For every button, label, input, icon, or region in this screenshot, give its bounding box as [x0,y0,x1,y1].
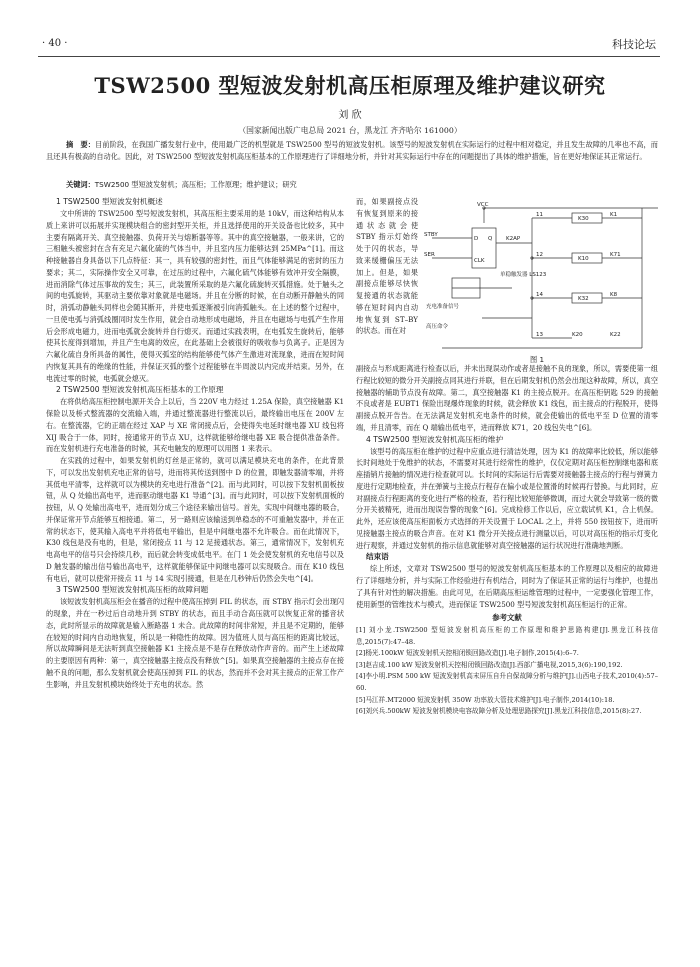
figure-caption: 图 1 [530,355,545,364]
conclusion-heading: 结束语 [366,552,389,562]
reference-item: [3]赵吉成.100 kW 短波发射机天控相闭锁回路改造[J].西部广播电视,2015,3(6):190,192. [356,660,623,669]
keywords [66,180,297,190]
circuit-figure [422,198,658,360]
fig-label-k10: K10 [578,256,589,262]
fig-label-k2ap: K2AP [506,236,521,242]
fig-label-13: 13 [536,332,543,338]
fig-label-11: 11 [536,212,543,218]
right-column [356,363,658,718]
fig-label-d: D [474,236,479,242]
fig-note-hv-command: 高压命令 [426,324,449,330]
paragraph: 而，如果副接点没有恢复到原来的接通状态就会使 STBY 指示灯始终处于闪的状态，导致来缓栅偏压无法加上。但是，如果副接点能够尽快恢复接通的状态就能够在短时间内自动地恢复到 ST–BY 的状态。而在对 [356,197,418,336]
fig-note-charge: 充电准备信号 [426,304,460,310]
paragraph: 在将供给高压柜控制电源开关合上以后，当 220V 电力经过 1.25A 保险，真空接触器 K1 保险以及桥式整流器的交流输入端，并通过整流器进行整流以后，最终输出电压在 200V 左右。在整流器，它的正端在经过 XAP 与 XE 常闭接点后，会使得失电延时继电器 XU 线包将 XIJ 吸合于一体，同时，接通常开的节点 XU，这样就能够给继电器 XE 吸合提供准备条件。而在发射机进行充电准备的时候，其充电触发的原理可以用图 1 来表示。 [46,397,344,454]
fig-label-q: Q [488,236,493,242]
section-2-heading: 2 TSW2500 型短波发射机高压柜基本的工作原理 [56,385,224,395]
reference-item: [6]刘兴兵.500kW 短波发射机模块电容故障分析及处理思路探究[J].黑龙江科技信息,2015(8):27. [356,707,642,716]
fig-label-14: 14 [536,292,543,298]
reference-item: [5]马江祥.MT2000 短波发射机 350W 功率放大管技术维护[J].电子制作,2014(10):18. [356,695,615,704]
fig-label-stby: STBY [424,232,438,238]
article-title: TSW2500 型短波发射机高压柜原理及维护建议研究 [94,73,606,98]
page-number: · 40 · [42,38,68,49]
fig-label-12: 12 [536,252,543,258]
abstract-text: 目前阶段，在我国广播发射行业中，使用最广泛的机型就是 TSW2500 型号的短波发射机。该型号的短波发射机在实际运行的过程中相对稳定，并且发生故障的几率也不高，而且还具有极高的自动化。因此，对 TSW2500 型短波发射机高压柜基本的工作原理进行了详细地分析，并针对其实际运行中存在的问题提出了具体的维护措施，旨在更好地保证其正常运行。 [46,140,658,162]
author: 刘 欣 [338,110,362,121]
paragraph: 副接点与形成距离进行检查以后，并未出现误动作或者是接触不良的现象，所以，需要使第一组行程比较短的微分开关副接点同其进行并联，但在后期发射机仍然会出现这种故障，所以，真空接触器的辅助节点没有故障。第二，真空接触器 K1 的主接点脱开。在高压柜钥匙 529 的接触不良或者是 EUBT1 保险出现爆炸现象的时候，就会释放 K1 线包，而主接点的行程脱开，使得副接点脱开告告。在无法满足发射机充电条件的时候，就会使输出的低电平至 D 位置的清零端，并且清零，而在 Q 端输出低电平，进而释放 K71，20 线包失电^[6]。 [356,364,658,432]
left-column [46,196,344,690]
abstract [46,139,658,164]
fig-label-clk: CLK [474,258,485,264]
references-heading: 参考文献 [492,613,522,623]
fig-label-vcc: VCC [477,202,489,208]
section-1-heading: 1 TSW2500 型短波发射机概述 [56,197,163,206]
fig-label-k20: K20 [572,332,583,338]
reference-item: [4]李小明.PSM 500 kW 短波发射机高末屏压自升自保故障分析与维护[J].山西电子技术,2010(4):57–60. [356,672,658,692]
fig-label-k1: K1 [610,212,618,218]
fig-label-k22: K22 [610,332,621,338]
keywords-text: TSW2500 型短波发射机；高压柜；工作原理；维护建议；研究 [94,180,297,189]
affiliation: （国家新闻出版广电总局 2021 台，黑龙江 齐齐哈尔 161000） [238,126,462,135]
paragraph: 在实践的过程中，如果发射机的灯丝是正常的，就可以满足模块充电的条件，在此背景下，可以发出发射机充电正常的信号，进而将其传送到图中 D 的位置，即触发器清零端，并将其低电平清零，这样就可以为模块的充电进行准备^[2]。而与此同时，可以按下发射机面板按钮，从 Q 处输出高电平，进而驱动继电器 K1 导通^[3]。而与此同时，可以按下发射机面板的按钮，从 Q 处输出高电平，进而划分成三个途径来输出信号。首先，实现中间继电器的吸合，并保证常开节点能够互相接通。第二，另一路则应该输送到单稳态的不可重触发器中，并在正常的状态下，使其输入高电平并将低电平输出，但是中间继电器不允许吸合。而在此情况下，K30 线包是没有电的，但是，常闭接点 11 与 12 足接通状态。第三，通常情况下，发射机充电高电平的信号只会持续几秒，而后就会转变成低电平。在门 1 处会使发射机的充电信号以及 D 触发器的输出信号输出高电平，这样就能够保证中间继电器可以实现吸合。而在 K10 线包有电后，就可以使常开接点 11 与 14 实现引接通，但是在几秒钟后仍然会失电^[4]。 [46,456,344,583]
right-column-top [356,196,418,337]
paragraph: 综上所述，文章对 TSW2500 型号的短波发射机高压柜基本的工作原理以及相应的故障进行了详细地分析，并与实际工作经验进行有机结合，同时为了保证其正常的运行与维护，也提出了具有针对性的解决措施。由此可见，在后期高压柜运维管理的过程中，一定要强化管理工作，使用新型的管维技术与模式，进而保证 TSW2500 型号短波发射机高压柜运行的正常。 [356,564,658,609]
section-3-heading: 3 TSW2500 型短波发射机高压柜的故障问题 [56,585,209,595]
reference-item: [1] 刘小龙.TSW2500 型短波发射机高压柜的工作原理和维护思路构建[J].黑龙江科技信息,2015(7):47–48. [356,626,658,646]
abstract-label: 摘 要： [66,140,96,149]
paragraph: 该型号的高压柜在维护的过程中应重点进行清洁处理，因为 K1 的故障率比较低，所以能够长时间地处于免维护的状态，不需要对其进行经常性的维护，仅仅定期对高压柜控制继电器和底座插销片接触的情况进行检查就可以。长时间的实际运行后需要对接触器主接点的行程与弹簧力度进行定期地检查，并在弹簧与主接点行程存在偏小或是位置滑的时候再行替换。与此同时，应对副接点行程距离的变化进行严格的检查，若行程比较短能够微调，而过大就会导致第一级的微分开关被精死，进而出现误告警的现象^[6]。完成检修工作以后，应立载试机 K1，合上机保。此外，还应该使高压柜面板方式选择的开关设置于 LOCAL 之上，并将 550 按钮按下，进而听见接触器主接点的吸合声音。在对 K1 微分开关接点进行测量以后，可以对高压柜的指示灯变化进行观察，并通过发射机的指示信息就能够对真空接触器的运行状况进行准确地判断。 [356,446,658,550]
keywords-label: 关键词： [66,180,95,189]
fig-label-k71: K71 [610,252,621,258]
fig-label-k32: K32 [578,296,589,302]
section-4-heading: 4 TSW2500 型短波发射机高压柜的维护 [366,434,504,444]
fig-label-ser: SER [424,252,435,258]
journal-name: 科技论坛 [612,38,656,51]
fig-label-k30: K30 [578,216,589,222]
fig-note-monostable: 单稳触发器 LS123 [500,272,547,278]
paragraph: 该短波发射机高压柜会在播音的过程中使高压掉到 FIL 的状态，而 STBY 指示灯会出现闪的现象，并在一秒过后自动地升到 STBY 的状态，而且手动合高压就可以恢复正常的播音状态，此时所显示的故障就是输入断路器 1 未合。此故障的时间非常短，并且是不定期的，能够在较短的时间内自动地恢复，所以是一种隐性的故障。因为值班人员与高压柜的距离比较远，所以故障瞬间是无法听到真空接触器 K1 主接点是不是存在释放动作声音的。而产生上述故障的主要原因有两种：第一，真空接触器主接点没有释放^[5]。如果真空接触器的主接点存在接触不良的问题，那么发射机就会使高压掉到 FIL 的状态，然而并不会对其主接点的正常工作产生影响，并且发射机模块始终处于充电的状态。然 [46,597,344,689]
header-rule [38,56,660,57]
fig-label-k8: K8 [610,292,618,298]
reference-item: [2]杨光.100kW 短波发射机天控相闭锁回路改造[J].电子制作,2015(4):6–7. [356,649,579,658]
paragraph: 文中所讲的 TSW2500 型号短波发射机，其高压柜主要采用的是 10kV，而这种结构从本质上来讲可以拓展并实现模块组合的密封型开关柜，并且选择使用的开关设备也比较多，其中主要有隔离开关、真空接触器、负荷开关与熔断器等等。其中的真空接触器，一般来讲，它的三相触头被密封在含有充足六氟化硫的气体当中，并且室内压力能够达到 25MPa^[1]。而这种接触器自身具备以下几点特征：其一，具有较强的密封性，而且气体能够满足的密封的压力要求；其二，实际操作安全又可靠，在过压的过程中，六氟化硫气体能够有效冲开安全隔膜，进而消除气体过压事故的发生；其三，此装置所采取的是六氟化硫旋转灭弧措施。处于触头之间的电弧旋转，其驱动主要依靠对象就是电磁场。并且在分断的时候，在自动断开静触头的同时，消弧动静触头同样也会随其断开，并使电弧逐渐被引向消弧触头。在上述的整个过程中，一旦使电弧与消弧线圈同时发生作用，就会自动地形成电磁场，并且在电磁场与电弧产生作用后会形成电磁力，进而电弧就会旋转并自行熄灭。而通过实践表明，在电弧发生旋转后，能够使其长度得到增加，并且产生电离的效应，在此基础上会被很好的吸收参与负离子。正是因为六氟化硫自身所具备的属性，使得灭弧室的结构能够使气体产生激进对流现象，进而在短时间内恢复其具有的绝缘的性能，并保证灭弧的整个过程能够在半周波以内完成并结束。另外，在电流过零的时候，电弧就会熄灭。 [46,209,344,383]
